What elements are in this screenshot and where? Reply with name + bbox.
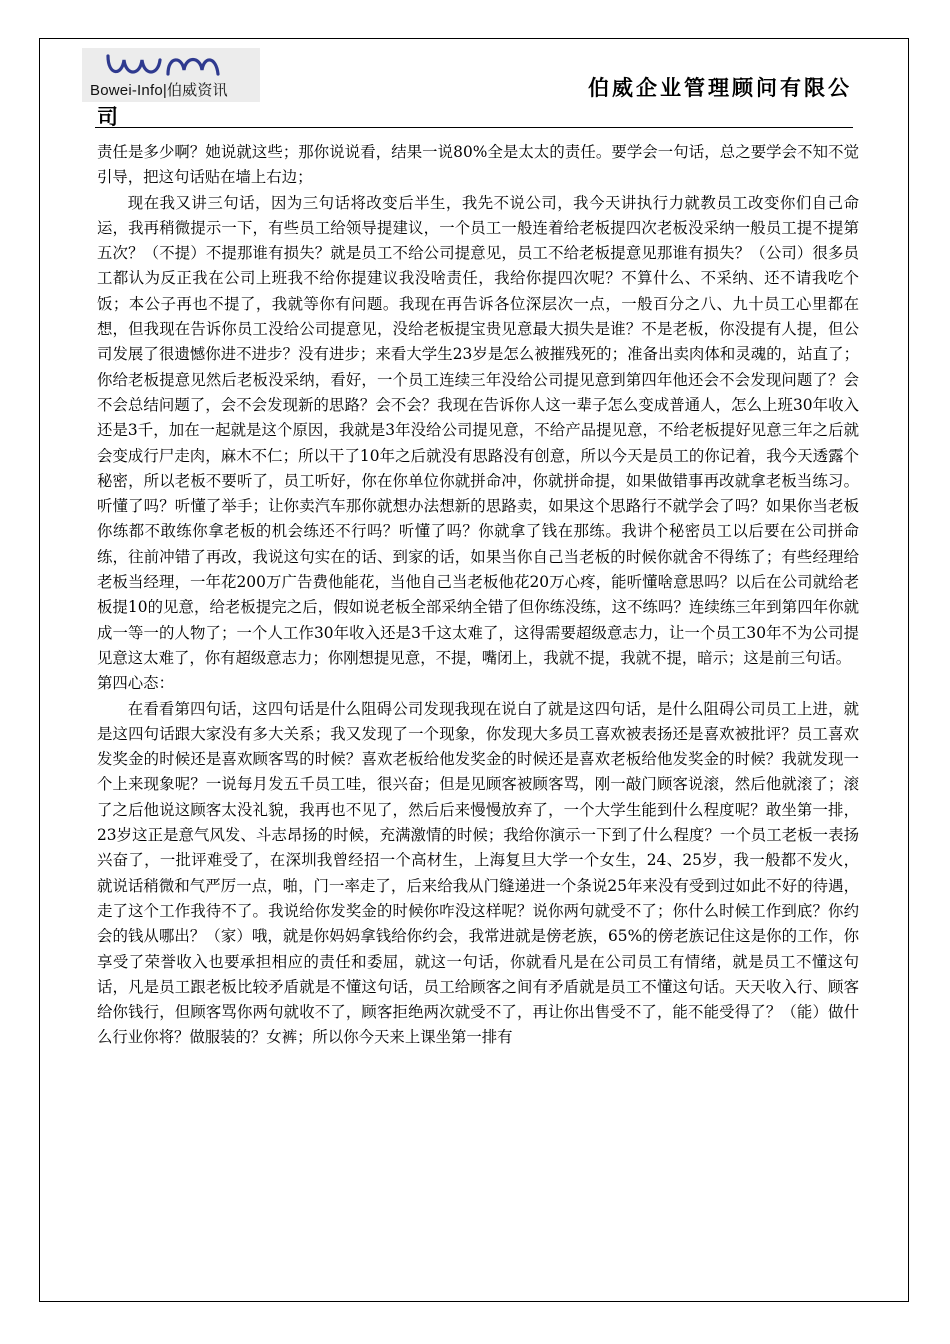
header-divider <box>95 127 853 128</box>
section-heading: 第四心态： <box>97 674 174 693</box>
wave-logo-icon <box>104 52 224 80</box>
document-body <box>97 140 859 1051</box>
company-name: 伯威企业管理顾问有限公 <box>588 75 852 100</box>
company-name-wrap: 司 <box>97 104 118 129</box>
company-logo <box>82 48 260 102</box>
paragraph-1: 责任是多少啊？她说就这些；那你说说看，结果一说80%全是太太的责任。要学会一句话，总之要学会不知不觉引导，把这句话贴在墙上右边； <box>97 143 859 187</box>
logo-text: Bowei-Info|伯威资讯 <box>90 82 228 99</box>
paragraph-4: 在看看第四句话，这四句话是什么阻碍公司发现我现在说白了就是这四句话，是什么阻碍公司员工上进，就是这四句话跟大家没有多大关系；我又发现了一个现象，你发现大多员工喜欢被表扬还是喜欢被批评？员工喜欢发奖金的时候还是喜欢顾客骂的时候？喜欢老板给他发奖金的时候还是喜欢老板给他发奖金的时候？我就发现一个上来现象呢？一说每月发五千员工哇，很兴奋；但是见顾客被顾客骂，刚一敲门顾客说滚，然后他就滚了；滚了之后他说这顾客太没礼貌，我再也不见了，然后后来慢慢放弃了，一个大学生能到什么程度呢？敢坐第一排，23岁这正是意气风发、斗志昂扬的时候，充满激情的时候；我给你演示一下到了什么程度？一个员工老板一表扬兴奋了，一批评难受了，在深圳我曾经招一个高材生，上海复旦大学一个女生，24、25岁，我一般都不发火，就说话稍微和气严厉一点，啪，门一率走了，后来给我从门缝递进一个条说25年来没有受到过如此不好的待遇，走了这个工作我待不了。我说给你发奖金的时候你咋没这样呢？说你两句就受不了；你什么时候工作到底？你约会的钱从哪出？（家）哦，就是你妈妈拿钱给你约会，我常进就是傍老族，65%的傍老族记住这是你的工作，你享受了荣誉收入也要承担相应的责任和委屈，就这一句话，你就看凡是在公司员工有情绪，就是员工不懂这句话，凡是员工跟老板比较矛盾就是不懂这句话，员工给顾客之间有矛盾就是员工不懂这句话。天天收入行、顾客给你钱行，但顾客骂你两句就收不了，顾客拒绝两次就受不了，再让你出售受不了，能不能受得了？（能）做什么行业你将？做服装的？女裤；所以你今天来上课坐第一排有 <box>97 699 859 1047</box>
paragraph-2: 现在我又讲三句话，因为三句话将改变后半生，我先不说公司，我今天讲执行力就教员工改变你们自己命运，我再稍微提示一下，有些员工给领导提建议，一个员工一般连着给老板提四次老板没采纳一般员工提不提第五次？（不提）不提那谁有损失？就是员工不给公司提意见，员工不给老板提意见那谁有损失？（公司）很多员工都认为反正我在公司上班我不给你提建议我没啥责任，我给你提四次呢？不算什么、不采纳、还不请我吃个饭；本公子再也不提了，我就等你有问题。我现在再告诉各位深层次一点，一般百分之八、九十员工心里都在想，但我现在告诉你员工没给公司提意见，没给老板提宝贵见意最大损失是谁？不是老板，你没提有人提，但公司发展了很遗憾你进不进步？没有进步；来看大学生23岁是怎么被摧残死的；准备出卖肉体和灵魂的，站直了；你给老板提意见然后老板没采纳，看好，一个员工连续三年没给公司提见意到第四年他还会不会发现问题了？会不会总结问题了，会不会发现新的思路？会不会？我现在告诉你人这一辈子怎么变成普通人，怎么上班30年收入还是3千，加在一起就是这个原因，我就是3年没给公司提见意，不给产品提见意，不给老板提好见意三年之后就会变成行尸走肉，麻木不仁；所以干了10年之后就没有思路没有创意，所以今天是员工的你记着，我今天透露个秘密，所以老板不要听了，员工听好，你在你单位你就拼命冲，你就拼命提，如果做错事再改就拿老板当练习。听懂了吗？听懂了举手；让你卖汽车那你就想办法想新的思路卖，如果这个思路行不就学会了吗？如果你当老板你练都不敢练你拿老板的机会练还不行吗？听懂了吗？你就拿了钱在那练。我讲个秘密员工以后要在公司拼命练，往前冲错了再改，我说这句实在的话、到家的话，如果当你自己当老板的时候你就舍不得练了；有些经理给老板当经理，一年花200万广告费他能花，当他自己当老板他花20万心疼，能听懂啥意思吗？以后在公司就给老板提10的见意，给老板提完之后，假如说老板全部采纳全错了但你练没练，这不练吗？连续练三年到第四年你就成一等一的人物了；一个人工作30年收入还是3千这太难了，这得需要超级意志力，让一个员工30年不为公司提见意这太难了，你有超级意志力；你刚想提见意，不提，嘴闭上，我就不提，我就不提，暗示；这是前三句话。 <box>97 193 859 667</box>
